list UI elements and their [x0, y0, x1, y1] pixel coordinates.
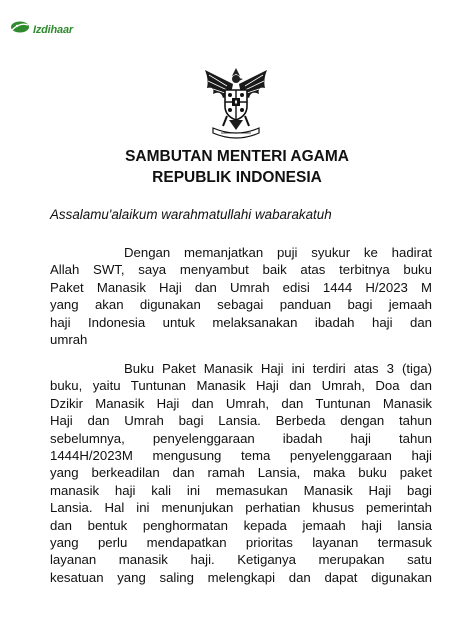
title-line-2: REPUBLIK INDONESIA [152, 169, 322, 186]
text-line: dan bentuk penghormatan kepada jemaah haji lansia [50, 517, 432, 533]
page-title [0, 146, 474, 188]
text-line: yang berkeadilan dan ramah Lansia, maka buku paket [50, 465, 432, 481]
text-line: Dzikir Manasik Haji dan Umrah, dan Tuntunan Manasik [50, 395, 432, 411]
text-line: umrah [50, 331, 88, 347]
brand-logo [10, 20, 73, 39]
paragraph-2 [50, 360, 432, 586]
greeting: Assalamu'alaikum warahmatullahi wabarakatuh [50, 207, 332, 222]
title-line-1: SAMBUTAN MENTERI AGAMA [125, 148, 349, 165]
text-line: Haji dan Umrah bagi Lansia. Berbeda dengan tahun [50, 413, 432, 429]
text-line: Dengan memanjatkan puji syukur ke hadirat [124, 245, 432, 260]
text-line: buku, yaitu Tuntunan Manasik Haji dan Umrah, Doa dan [50, 378, 432, 394]
text-line: yang perlu mendapatkan prioritas layanan termasuk [50, 534, 432, 550]
text-line: layanan manasik haji. Ketiganya merupakan satu [50, 552, 432, 568]
text-line: Allah SWT, saya menyambut baik atas terbitnya buku [50, 262, 432, 278]
text-line: Lansia. Hal ini menunjukan perhatian khusus pemerintah [50, 500, 432, 516]
brand-name: Izdihaar [33, 23, 73, 36]
text-line: yang akan digunakan sebagai panduan bagi jemaah [50, 297, 432, 313]
text-line: Paket Manasik Haji dan Umrah edisi 1444 H/2023 M [50, 279, 432, 295]
text-line: manasik haji kali ini memasukan Manasik Haji bagi [50, 482, 432, 498]
text-line: haji Indonesia untuk melaksanakan ibadah haji dan [50, 314, 432, 330]
text-line: Buku Paket Manasik Haji ini terdiri atas 3 (tiga) [124, 361, 432, 376]
text-line: sebelumnya, penyelenggaraan ibadah haji tahun [50, 430, 432, 446]
paragraph-1 [50, 244, 432, 348]
text-line: 1444H/2023M mengusung tema penyelenggaraan haji [50, 447, 432, 463]
leaf-logo-icon [10, 20, 30, 39]
text-line: kesatuan yang saling melengkapi dan dapat digunakan [50, 569, 432, 585]
garuda-emblem-icon [203, 66, 269, 140]
